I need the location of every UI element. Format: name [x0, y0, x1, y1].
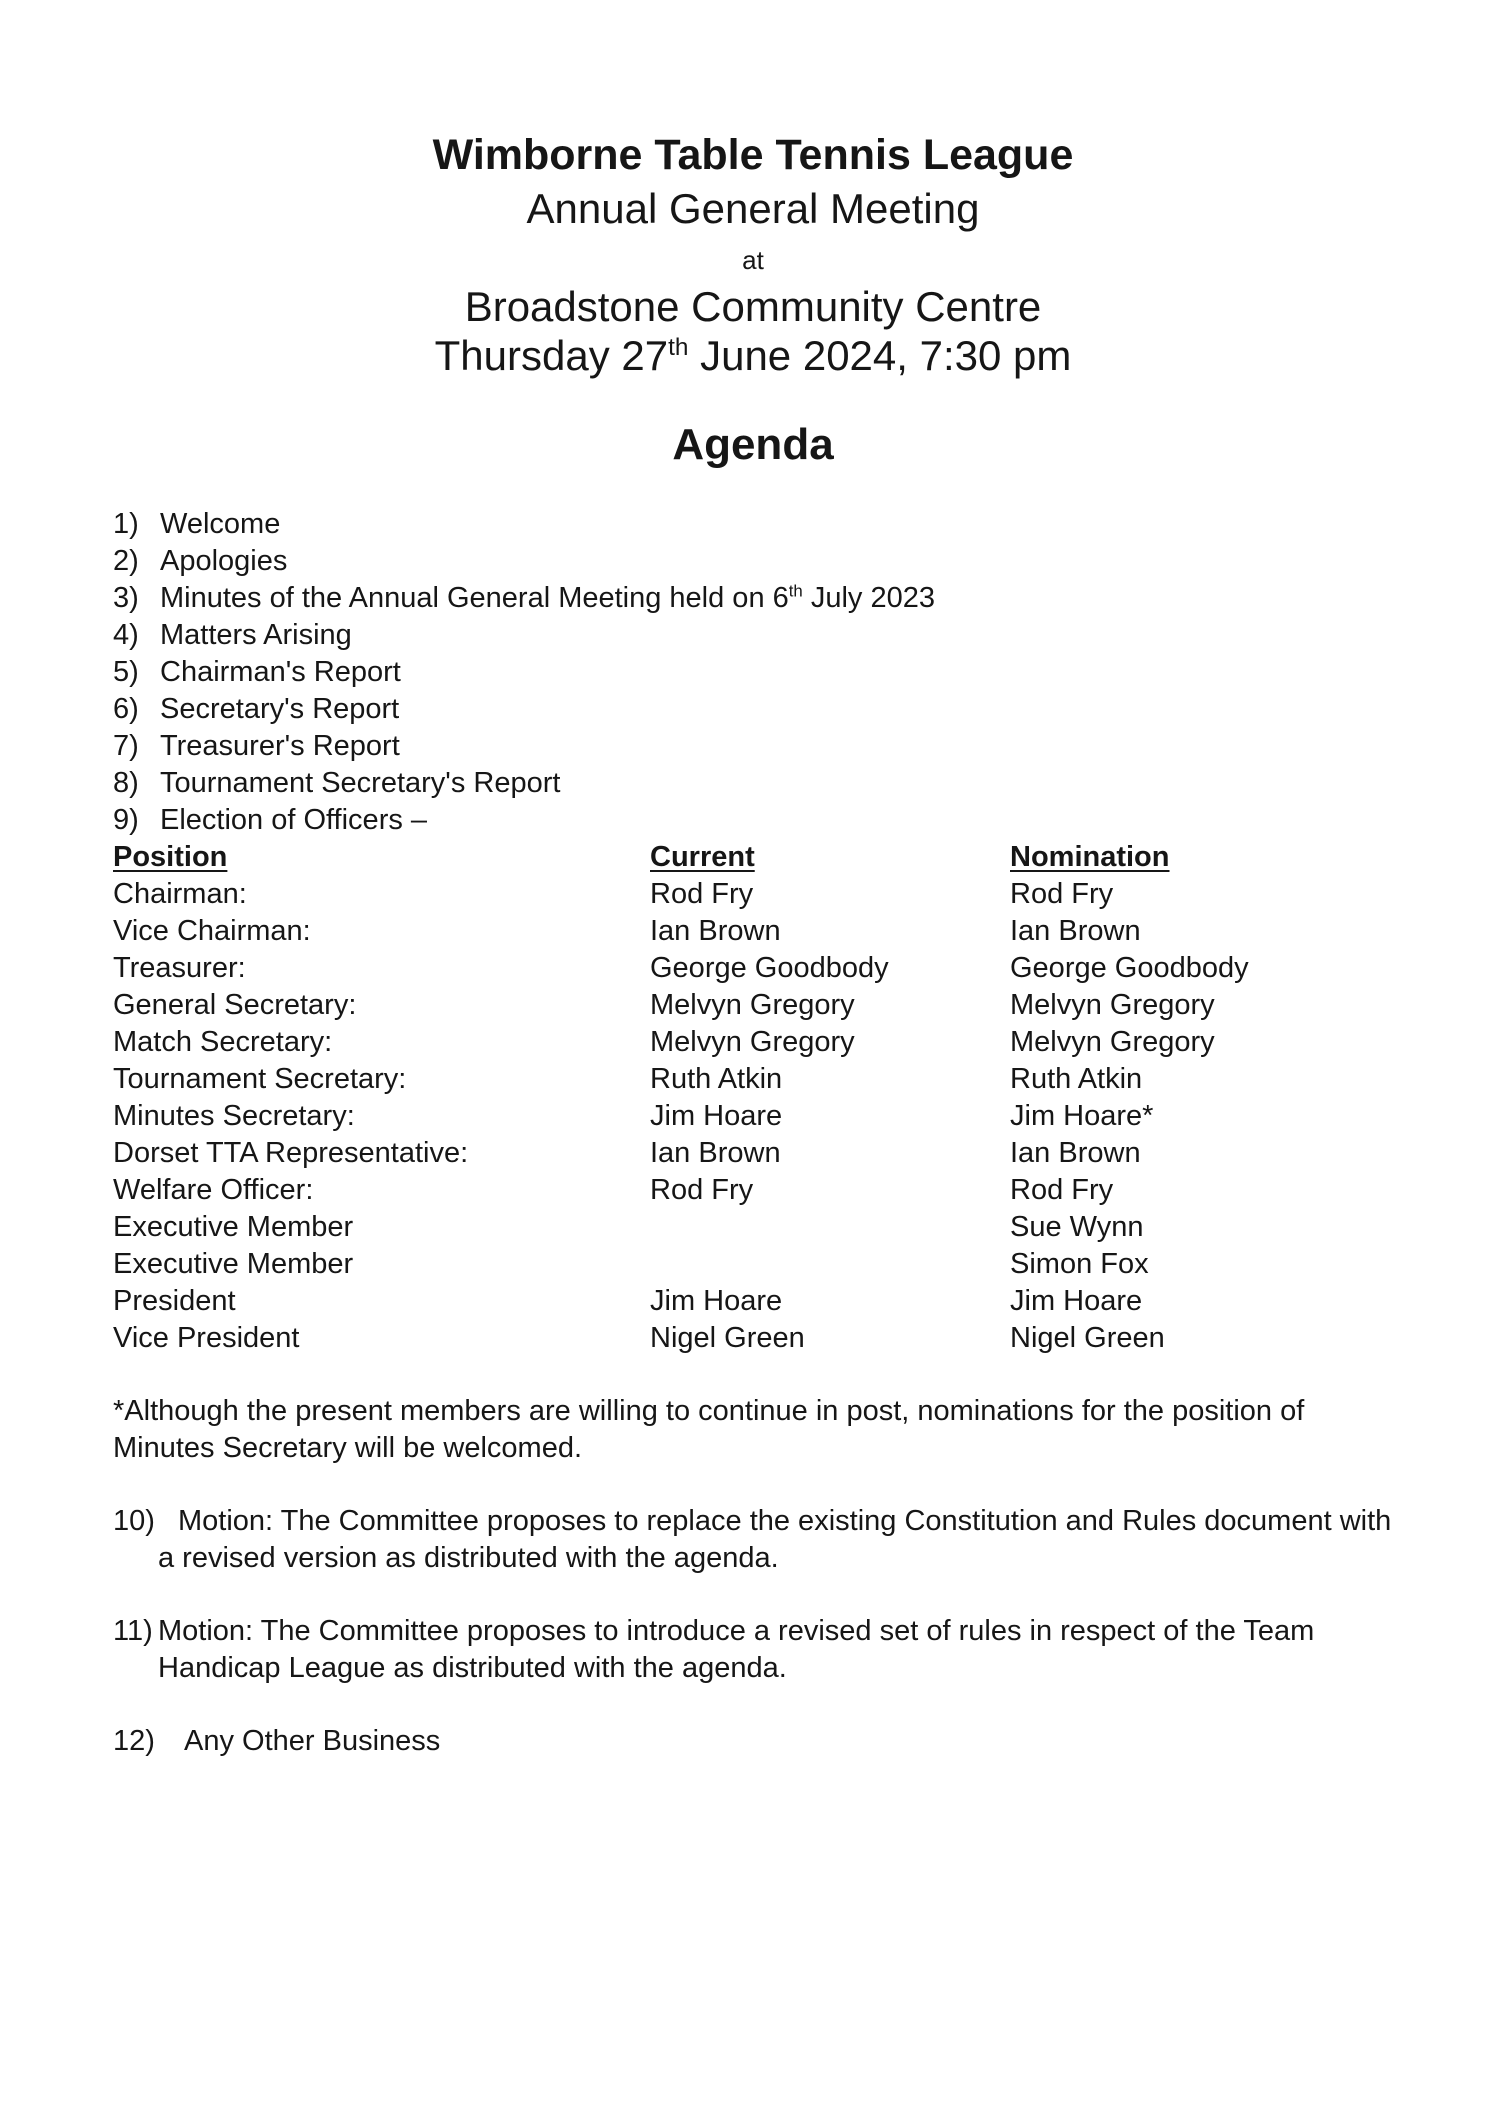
agenda-item-3: [113, 580, 1393, 617]
officer-row-executive-member-2: [113, 1246, 1393, 1283]
nomination-cell: Ian Brown: [1010, 1137, 1141, 1169]
current-cell: Jim Hoare: [650, 1100, 783, 1132]
position-cell: Vice President: [113, 1322, 300, 1354]
item-number: 2): [113, 545, 139, 577]
item-text: Chairman's Report: [160, 656, 401, 688]
officer-row-vice-chairman: [113, 913, 1393, 950]
column-header-current: Current: [650, 841, 755, 873]
item-number: 4): [113, 619, 139, 651]
meeting-subtitle: Annual General Meeting: [526, 185, 980, 232]
current-cell: George Goodbody: [650, 952, 889, 984]
nomination-cell: Rod Fry: [1010, 878, 1114, 910]
item-number: 8): [113, 767, 139, 799]
officers-header-row: [113, 839, 1393, 876]
item-number: 10): [113, 1505, 155, 1537]
at-label: at: [742, 245, 764, 275]
item-number: 6): [113, 693, 139, 725]
item-text: Welcome: [160, 508, 281, 540]
current-cell: [650, 1246, 1010, 1283]
current-cell: Nigel Green: [650, 1322, 805, 1354]
position-cell: Vice Chairman:: [113, 915, 311, 947]
current-cell: Melvyn Gregory: [650, 989, 855, 1021]
position-cell: Executive Member: [113, 1248, 354, 1280]
current-cell: [650, 1209, 1010, 1246]
document-header: [113, 130, 1393, 380]
nomination-cell: George Goodbody: [1010, 952, 1249, 984]
meeting-datetime: [113, 332, 1393, 380]
item-text-prefix: Minutes of the Annual General Meeting held on 6: [160, 582, 789, 614]
item-text: Any Other Business: [184, 1725, 441, 1757]
page-title: Wimborne Table Tennis League: [432, 131, 1074, 179]
position-cell: Chairman:: [113, 878, 247, 910]
item-number: 9): [113, 804, 139, 836]
position-cell: Treasurer:: [113, 952, 246, 984]
agenda-item-9: [113, 802, 1393, 839]
item-text: Apologies: [160, 545, 288, 577]
nomination-cell: Nigel Green: [1010, 1322, 1165, 1354]
column-header-nomination: Nomination: [1010, 841, 1170, 873]
date-rest: June 2024, 7:30 pm: [688, 332, 1072, 379]
date-ordinal-suffix: th: [668, 334, 689, 361]
officer-row-vice-president: [113, 1320, 1393, 1357]
current-cell: Ian Brown: [650, 1137, 781, 1169]
item-text: Tournament Secretary's Report: [160, 767, 561, 799]
agenda-item-12: [113, 1723, 1393, 1760]
officer-row-minutes-secretary: [113, 1098, 1393, 1135]
nomination-cell: Rod Fry: [1010, 1174, 1114, 1206]
officer-row-match-secretary: [113, 1024, 1393, 1061]
position-cell: Minutes Secretary:: [113, 1100, 355, 1132]
agenda-item-2: [113, 543, 1393, 580]
officer-row-tournament-secretary: [113, 1061, 1393, 1098]
position-cell: Dorset TTA Representative:: [113, 1137, 469, 1169]
item-number: 11): [113, 1615, 153, 1647]
position-cell: Welfare Officer:: [113, 1174, 314, 1206]
current-cell: Ian Brown: [650, 915, 781, 947]
minutes-secretary-footnote: *Although the present members are willing to continue in post, nominations for the position of Minutes Secretary will be welcomed.: [113, 1395, 1305, 1464]
position-cell: General Secretary:: [113, 989, 357, 1021]
current-cell: Ruth Atkin: [650, 1063, 783, 1095]
officer-row-president: [113, 1283, 1393, 1320]
agenda-item-7: [113, 728, 1393, 765]
item-text: Treasurer's Report: [160, 730, 400, 762]
nomination-cell: Sue Wynn: [1010, 1211, 1144, 1243]
agenda-item-4: [113, 617, 1393, 654]
nomination-cell: Melvyn Gregory: [1010, 1026, 1215, 1058]
agenda-item-5: [113, 654, 1393, 691]
nomination-cell: Jim Hoare*: [1010, 1100, 1154, 1132]
item-number: 1): [113, 508, 139, 540]
item-text: Secretary's Report: [160, 693, 400, 725]
agenda-item-1: [113, 506, 1393, 543]
agenda-item-6: [113, 691, 1393, 728]
current-cell: Melvyn Gregory: [650, 1026, 855, 1058]
nomination-cell: Ruth Atkin: [1010, 1063, 1143, 1095]
current-cell: Rod Fry: [650, 1174, 754, 1206]
column-header-position: Position: [113, 841, 228, 873]
date-day: Thursday 27: [434, 332, 669, 379]
officer-row-general-secretary: [113, 987, 1393, 1024]
current-cell: Jim Hoare: [650, 1285, 783, 1317]
agenda-item-11: [113, 1613, 1393, 1687]
position-cell: Executive Member: [113, 1211, 354, 1243]
item-text: Motion: The Committee proposes to replace the existing Constitution and Rules document with a revised version as distributed with the agenda.: [158, 1505, 1392, 1574]
item-number: 12): [113, 1725, 155, 1757]
item-text: [160, 580, 1393, 617]
current-cell: Rod Fry: [650, 878, 754, 910]
item-number: 7): [113, 730, 139, 762]
agenda-item-8: [113, 765, 1393, 802]
agenda-heading: Agenda: [672, 420, 834, 469]
item-number: 3): [113, 582, 139, 614]
item-text: Motion: The Committee proposes to introduce a revised set of rules in respect of the Team Handicap League as distributed with the agenda.: [158, 1615, 1315, 1684]
nomination-cell: Jim Hoare: [1010, 1285, 1143, 1317]
nomination-cell: Simon Fox: [1010, 1248, 1149, 1280]
venue-name: Broadstone Community Centre: [464, 283, 1042, 330]
officer-row-chairman: [113, 876, 1393, 913]
officer-row-treasurer: [113, 950, 1393, 987]
item-text-suffix: July 2023: [802, 582, 935, 614]
ordinal-suffix: th: [788, 581, 803, 601]
agenda-item-10: [113, 1503, 1393, 1577]
position-cell: President: [113, 1285, 236, 1317]
officer-row-dorset-tta-representative: [113, 1135, 1393, 1172]
position-cell: Tournament Secretary:: [113, 1063, 407, 1095]
officers-table: [113, 839, 1393, 1357]
item-text: Election of Officers –: [160, 804, 428, 836]
agenda-list: [113, 506, 1393, 839]
officer-row-welfare-officer: [113, 1172, 1393, 1209]
item-number: 5): [113, 656, 139, 688]
motions-section: [113, 1503, 1393, 1760]
officer-row-executive-member-1: [113, 1209, 1393, 1246]
position-cell: Match Secretary:: [113, 1026, 333, 1058]
nomination-cell: Melvyn Gregory: [1010, 989, 1215, 1021]
item-text: Matters Arising: [160, 619, 352, 651]
nomination-cell: Ian Brown: [1010, 915, 1141, 947]
